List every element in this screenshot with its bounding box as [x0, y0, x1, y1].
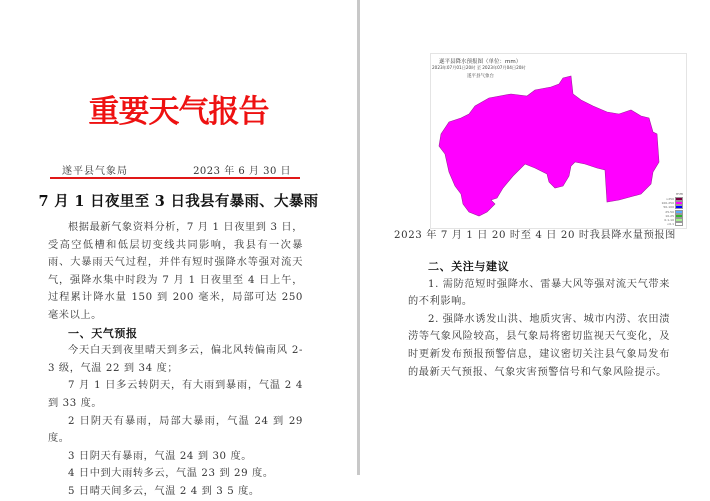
- legend-item: 50-100: [661, 205, 683, 209]
- report-title: 重要天气报告: [88, 94, 269, 130]
- advice-item-2: 2. 强降水诱发山洪、地质灾害、城市内涝、农田渍涝等气象风险较高，县气象局将密切监视天气变化，及时更新发布预报预警信息，建议密切关注县气象局发布的最新天气预报、气象灾害预警信号和气象风险提示。: [408, 313, 670, 378]
- forecast-day-5: 5 日晴天间多云，气温 2 4 到 3 5 度。: [68, 485, 260, 497]
- map-source: 遂平县气象台: [467, 74, 494, 79]
- section-heading-advice: 二、关注与建议: [428, 260, 510, 273]
- intro-paragraph: 根据最新气象资料分析，7 月 1 日夜里到 3 日，受高空低槽和低层切变线共同影响，我县有一次暴雨、大暴雨天气过程，并伴有短时强降水等强对流天气，强降水集中时段为 7 月 1 日夜里至 4 日上午，过程累计降水量 150 到 200 毫米，局部可达 250 毫米以上。: [48, 222, 303, 321]
- map-title: 遂平县降水预报图（单位：mm）: [439, 59, 522, 65]
- county-region: [439, 76, 659, 216]
- map-legend: [661, 192, 683, 226]
- legend-item: 25-50: [661, 210, 683, 214]
- forecast-today: 今天白天到夜里晴天到多云，偏北风转偏南风 2-3 级，气温 22 到 34 度；: [48, 345, 303, 374]
- issuer: 遂平县气象局: [62, 166, 128, 177]
- legend-unit: mm: [676, 192, 683, 196]
- map-time-range: 2023年07月01日20时 至 2023年07月04日20时: [432, 65, 526, 70]
- legend-item: 10-25: [661, 214, 683, 218]
- issue-date: 2023 年 6 月 30 日: [193, 166, 291, 177]
- forecast-day-3: 3 日阴天有暴雨，气温 24 到 30 度。: [68, 450, 253, 462]
- report-body: [48, 219, 303, 501]
- precipitation-map: [430, 53, 687, 229]
- advice-item-1: 1. 需防范短时强降水、雷暴大风等强对流天气带来的不利影响。: [408, 278, 670, 308]
- legend-item: 0.1-10: [661, 218, 683, 222]
- legend-item: 100-250: [661, 201, 683, 205]
- headline: 7 月 1 日夜里至 3 日我县有暴雨、大暴雨: [38, 193, 319, 210]
- legend-item: >250: [661, 197, 683, 201]
- advice-section: [408, 258, 670, 381]
- forecast-day-4: 4 日中到大雨转多云，气温 23 到 29 度。: [68, 468, 274, 480]
- legend-item: <0.1: [661, 222, 683, 226]
- forecast-day-2: 2 日阴天有暴雨，局部大暴雨，气温 24 到 29 度。: [48, 415, 303, 445]
- document-page-left: [0, 0, 357, 497]
- forecast-day-1: 7 月 1 日多云转阴天，有大雨到暴雨，气温 2 4 到 33 度。: [48, 380, 303, 409]
- section-heading-forecast: 一、天气预报: [68, 326, 138, 340]
- map-caption: 2023 年 7 月 1 日 20 时至 4 日 20 时我县降水量预报图: [394, 230, 676, 241]
- county-shape-icon: [431, 54, 686, 228]
- red-header-rule: [50, 177, 300, 179]
